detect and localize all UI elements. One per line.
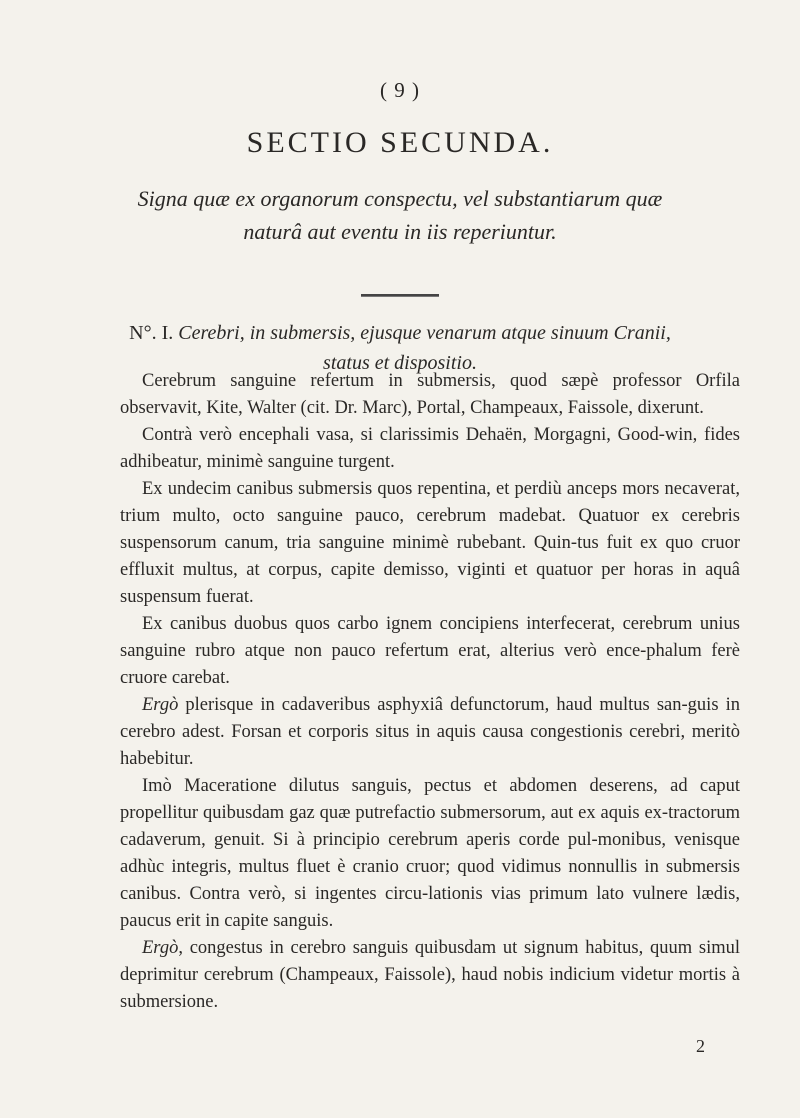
- paragraph-6: Imò Maceratione dilutus sanguis, pectus et abdomen deserens, ad caput propellitur quibusdam gaz quæ putrefactio submersorum, aut ex aquis ex-tractorum cadaverum, genuit. Si à principio cerebrum aperis corde pul-monibus, venisque adhùc integris, multus fluet è cranio cruor; quod vidimus nonnullis in submersis canibus. Contra verò, si ingentes circu-lationis vias primum lato vulnere lædis, paucus erit in capite sanguis.: [120, 776, 740, 931]
- page-number: ( 9 ): [380, 78, 420, 102]
- paragraph-7-text: , congestus in cerebro sanguis quibusdam ut signum habitus, quum simul deprimitur cerebrum (Champeaux, Faissole), haud nobis indicium videtur mortis à submersione.: [120, 938, 740, 1012]
- paragraph-5-text: plerisque in cadaveribus asphyxiâ defunctorum, haud multus san-guis in cerebro adest. Forsan et corporis situs in aquis causa congestionis cerebri, meritò habebitur.: [120, 695, 740, 769]
- paragraph-7-lead: Ergò: [142, 938, 179, 958]
- paragraph-2: Contrà verò encephali vasa, si clarissimis Dehaën, Morgagni, Good-win, fides adhibeatur, minimè sanguine turgent.: [120, 425, 740, 472]
- paragraph-5: [120, 692, 740, 773]
- section-subtitle: [60, 182, 740, 248]
- decorative-rule: [361, 294, 439, 297]
- paragraph-4: Ex canibus duobus quos carbo ignem concipiens interfecerat, cerebrum unius sanguine rubro atque non pauco refertum erat, alterius verò ence-phalum ferè cruore carebat.: [120, 614, 740, 688]
- paragraph-5-lead: Ergò: [142, 695, 179, 715]
- paragraph-7: [120, 935, 740, 1016]
- paragraph-3: Ex undecim canibus submersis quos repentina, et perdiù anceps mors necaverat, trium multo, octo sanguine pauco, cerebrum madebat. Quatuor ex cerebris suspensorum canum, tria sanguine minimè rubebant. Quin-tus fuit ex quo cruor effluxit multus, at corpus, capite demisso, viginti et quatuor per horas in aquâ suspensum fuerat.: [120, 479, 740, 607]
- heading-line-2: status et dispositio.: [323, 352, 477, 374]
- subtitle-line-1: Signa quæ ex organorum conspectu, vel substantiarum quæ: [137, 186, 663, 211]
- paragraph-1: Cerebrum sanguine refertum in submersis, quod sæpè professor Orfila observavit, Kite, Walter (cit. Dr. Marc), Portal, Champeaux, Faissole, dixerunt.: [120, 371, 740, 418]
- heading-number: N°. I.: [129, 322, 174, 344]
- subtitle-line-2: naturâ aut eventu in iis reperiuntur.: [243, 219, 557, 244]
- section-title: SECTIO SECUNDA.: [246, 126, 554, 159]
- signature-mark: 2: [696, 1036, 705, 1056]
- body-text: [120, 368, 740, 1016]
- heading-line-1: Cerebri, in submersis, ejusque venarum atque sinuum Cranii,: [178, 322, 671, 344]
